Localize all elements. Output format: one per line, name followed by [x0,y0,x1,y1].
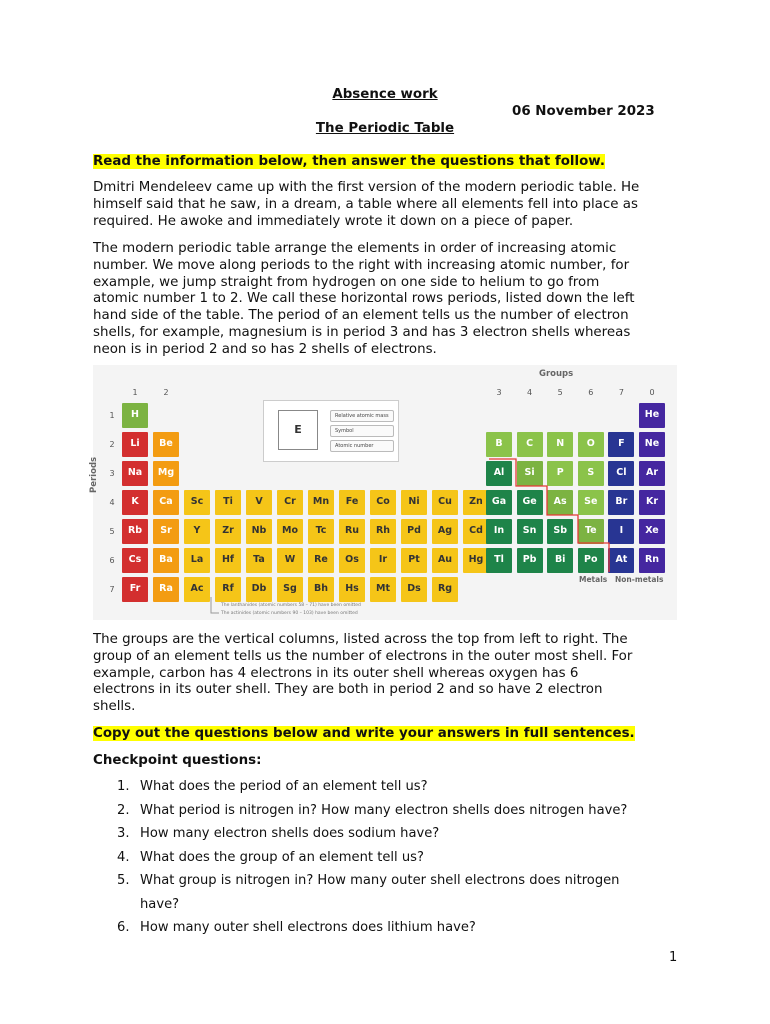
element-symbol: Mt [376,583,390,594]
element-symbol: Cu [438,496,452,507]
element-symbol: Sb [553,525,568,536]
group-number: 4 [527,388,533,397]
element-symbol: B [495,438,503,449]
element-symbol: Mo [282,525,298,536]
periodic-table-figure [89,365,677,620]
element-symbol: Tl [494,554,504,565]
question-number: 1. [117,779,130,794]
element-symbol: H [131,409,139,420]
element-symbol: Ra [159,583,173,594]
periods-label: Periods [89,456,99,493]
footnote-actinides: The actinides (atomic numbers 90 – 103) have been omitted [221,611,358,616]
element-symbol: Fe [345,496,359,507]
element-symbol: Os [345,554,359,565]
element-symbol: At [615,554,628,565]
element-symbol: Rb [127,525,143,536]
element-symbol: Ba [159,554,173,565]
element-symbol: Ga [491,496,507,507]
question-text: What does the group of an element tell us? [140,850,424,865]
nonmetals-label: Non-metals [615,575,664,584]
checkpoint-heading: Checkpoint questions: [93,753,262,768]
group-number: 7 [618,388,624,397]
element-symbol: Co [376,496,390,507]
period-number: 7 [109,585,115,594]
element-symbol: Ru [344,525,360,536]
group-number: 1 [132,388,138,397]
element-symbol: Se [584,496,598,507]
group-number: 3 [496,388,502,397]
question-number: 3. [117,826,130,841]
element-symbol: Pt [408,554,420,565]
groups-label: Groups [539,369,574,379]
element-symbol: He [644,409,660,420]
element-symbol: Rh [375,525,391,536]
metals-label: Metals [579,575,608,584]
question-number: 6. [117,920,130,935]
element-symbol: Ge [522,496,537,507]
element-symbol: Bi [554,554,566,565]
element-symbol: Ni [408,496,420,507]
element-symbol: Mn [312,496,330,507]
element-symbol: V [255,496,263,507]
element-symbol: C [526,438,534,449]
footnote-bracket [209,597,221,617]
element-symbol: Sc [190,496,204,507]
element-symbol: Ta [253,554,265,565]
key-element-box: E [278,410,318,450]
element-symbol: Cd [469,525,483,536]
element-symbol: O [586,438,595,449]
element-symbol: Hg [468,554,484,565]
element-symbol: Ti [223,496,233,507]
doc-date: 06 November 2023 [512,104,655,119]
element-symbol: K [131,496,139,507]
element-symbol: Rf [222,583,234,594]
instruction-read: Read the information below, then answer the questions that follow. [93,154,605,169]
element-symbol: As [553,496,567,507]
element-symbol: Ds [407,583,421,594]
element-symbol: Ac [190,583,204,594]
question-number: 2. [117,803,130,818]
question-text: What does the period of an element tell us? [140,779,428,794]
key-symbol: Symbol [330,425,394,437]
element-symbol: Hf [221,554,235,565]
element-symbol: Zn [469,496,483,507]
element-symbol: Br [615,496,628,507]
element-symbol: I [619,525,624,536]
element-symbol: Rg [437,583,453,594]
element-symbol: Rn [644,554,660,565]
paragraph-periods: The modern periodic table arrange the elements in order of increasing atomic number. We move along periods to the right with increasing atomic number, for example, we jump straight from hydrogen on one side to helium to go from atomic number 1 to 2. We call these horizontal rows periods, listed down the left hand side of the table. The period of an element tells us the number of electron shells, for example, magnesium is in period 3 and has 3 electron shells whereas neon is in period 2 and so has 2 shells of electrons. [93,241,635,357]
element-symbol: Po [584,554,598,565]
page-number: 1 [669,950,678,965]
question-text: What group is nitrogen in? How many outer shell electrons does nitrogen [140,873,620,888]
key-atomic-number: Atomic number [330,440,394,452]
element-symbol: Ag [437,525,453,536]
group-number: 0 [649,388,655,397]
footnote-lanthanides: The lanthanides (atomic numbers 58 – 71) have been omitted [221,603,361,608]
element-symbol: S [587,467,595,478]
element-symbol: Fr [129,583,141,594]
element-symbol: Ir [378,554,388,565]
element-symbol: Db [251,583,267,594]
period-number: 4 [109,498,115,507]
element-symbol: W [284,554,296,565]
element-symbol: Au [437,554,453,565]
element-symbol: Kr [645,496,659,507]
question-number: 5. [117,873,130,888]
doc-title: Absence work [332,87,438,102]
element-symbol: Pb [522,554,537,565]
group-number: 5 [557,388,563,397]
question-text: How many electron shells does sodium have? [140,826,440,841]
element-symbol: Xe [645,525,659,536]
question-text: have? [140,897,180,912]
element-symbol: Tc [315,525,327,536]
element-symbol: N [556,438,565,449]
question-text: What period is nitrogen in? How many electron shells does nitrogen have? [140,803,628,818]
element-symbol: Al [493,467,505,478]
element-symbol: Y [193,525,201,536]
element-symbol: Nb [251,525,267,536]
element-symbol: Ne [644,438,660,449]
element-symbol: In [493,525,505,536]
element-symbol: Bh [313,583,328,594]
period-number: 5 [109,527,115,536]
period-number: 3 [109,469,115,478]
group-number: 2 [163,388,169,397]
period-number: 2 [109,440,115,449]
element-symbol: Pd [407,525,421,536]
element-symbol: Zr [222,525,234,536]
paragraph-mendeleev: Dmitri Mendeleev came up with the first version of the modern periodic table. He himself said that he saw, in a dream, a table where all elements fell into place as required. He awoke and immediately wrote it down on a piece of paper. [93,180,640,229]
element-symbol: Sn [522,525,537,536]
element-symbol: Sg [283,583,297,594]
group-number: 6 [588,388,594,397]
element-symbol: Na [127,467,143,478]
question-text: How many outer shell electrons does lithium have? [140,920,476,935]
question-number: 4. [117,850,130,865]
element-symbol: Mg [157,467,175,478]
element-symbol: Li [130,438,140,449]
period-number: 6 [109,556,115,565]
element-symbol: Hs [345,583,359,594]
period-number: 1 [109,411,115,420]
element-symbol: Cl [616,467,627,478]
element-symbol: Si [524,467,535,478]
element-symbol: Cs [128,554,142,565]
element-symbol: Cr [284,496,296,507]
doc-subtitle: The Periodic Table [315,121,455,136]
element-symbol: Re [314,554,328,565]
element-symbol: Ca [159,496,173,507]
element-symbol: Sr [160,525,172,536]
element-symbol: Be [159,438,173,449]
element-symbol: F [618,438,625,449]
paragraph-groups: The groups are the vertical columns, listed across the top from left to right. The group of an element tells us the number of electrons in the outer most shell. For example, carbon has 4 electrons in its outer shell whereas oxygen has 6 electrons in its outer shell. They are both in period 2 and so have 2 electron shells. [93,632,633,715]
element-symbol: Ar [645,467,659,478]
instruction-copy: Copy out the questions below and write your answers in full sentences. [93,726,635,741]
element-symbol: La [190,554,204,565]
key-relative-atomic-mass: Relative atomic mass [330,410,394,422]
element-symbol: Te [584,525,597,536]
element-symbol: P [556,467,564,478]
